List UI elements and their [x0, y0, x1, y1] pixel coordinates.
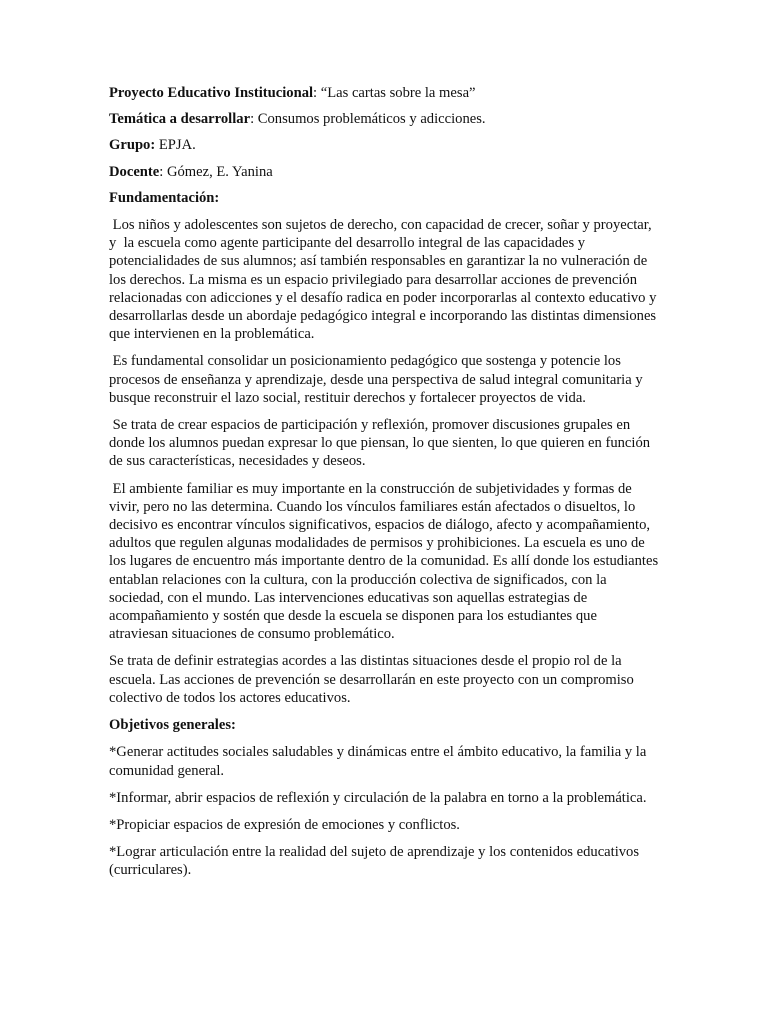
- fundamentacion-heading: Fundamentación:: [109, 189, 220, 206]
- document-page: [109, 84, 662, 889]
- grupo-label: Grupo:: [109, 137, 156, 154]
- objetivo-item: *Propiciar espacios de expresión de emociones y conflictos.: [109, 816, 460, 833]
- objetivos-heading: Objetivos generales:: [109, 717, 236, 734]
- docente-line: [109, 163, 659, 181]
- objetivo-item: *Lograr articulación entre la realidad del sujeto de aprendizaje y los contenidos educativos (curriculares).: [109, 844, 640, 879]
- grupo-value: EPJA.: [155, 137, 196, 154]
- fundamentacion-paragraph: Es fundamental consolidar un posicionamiento pedagógico que sostenga y potencie los procesos de enseñanza y aprendizaje, desde una perspectiva de salud integral comunitaria y busque reconstruir el lazo social, restituir derechos y fortalecer proyectos de vida.: [109, 353, 647, 406]
- docente-value: : Gómez, E. Yanina: [159, 163, 273, 180]
- grupo-line: [109, 136, 659, 154]
- proyecto-value: : “Las cartas sobre la mesa”: [313, 85, 476, 101]
- fundamentacion-paragraph: El ambiente familiar es muy importante en la construcción de subjetividades y formas de vivir, pero no las determina. Cuando los vínculos familiares están afectados o disueltos, lo decisivo es encontrar vínculos significativos, espacios de diálogo, afecto y acompañamiento, adultos que regulen algunas modalidades de permisos y prohibiciones. La escuela es uno de los lugares de encuentro más importante dentro de la comunidad. Es allí donde los estudiantes entablan relaciones con la cultura, con la producción colectiva de significados, con la sociedad, con el mundo. Las intervenciones educativas son aquellas estrategias de acompañamiento y sostén que desde la escuela se disponen para los estudiantes que atraviesan situaciones de consumo problemático.: [109, 480, 662, 643]
- fundamentacion-paragraph: Los niños y adolescentes son sujetos de derecho, con capacidad de crecer, soñar y proyectar, y la escuela como agente participante del desarrollo integral de las capacidades y potencialidades de sus alumnos; así también responsables en garantizar la no vulneración de los derechos. La misma es un espacio privilegiado para desarrollar acciones de prevención relacionadas con adicciones y el desafío radica en poder incorporarlas al contexto educativo y desarrollarlas desde un abordaje pedagógico integral e incorporando las distintas dimensiones que intervienen en la problemática.: [109, 217, 661, 343]
- tematica-value: : Consumos problemáticos y adicciones.: [250, 111, 486, 128]
- tematica-line: [109, 110, 659, 128]
- docente-label: Docente: [109, 163, 160, 180]
- objetivo-item: *Informar, abrir espacios de reflexión y circulación de la palabra en torno a la problemática.: [109, 789, 647, 806]
- fundamentacion-paragraph: Se trata de definir estrategias acordes a las distintas situaciones desde el propio rol de la escuela. Las acciones de prevención se desarrollarán en este proyecto con un compromiso colectivo de todos los actores educativos.: [109, 653, 638, 706]
- objetivo-item: *Generar actitudes sociales saludables y dinámicas entre el ámbito educativo, la familia y la comunidad general.: [109, 744, 647, 779]
- proyecto-label: Proyecto Educativo Institucional: [109, 85, 314, 101]
- tematica-label: Temática a desarrollar: [109, 111, 251, 128]
- fundamentacion-paragraph: Se trata de crear espacios de participación y reflexión, promover discusiones grupales en donde los alumnos puedan expresar lo que piensan, lo que sienten, lo que quieren en función de sus características, necesidades y deseos.: [109, 417, 654, 470]
- proyecto-line: [109, 84, 659, 102]
